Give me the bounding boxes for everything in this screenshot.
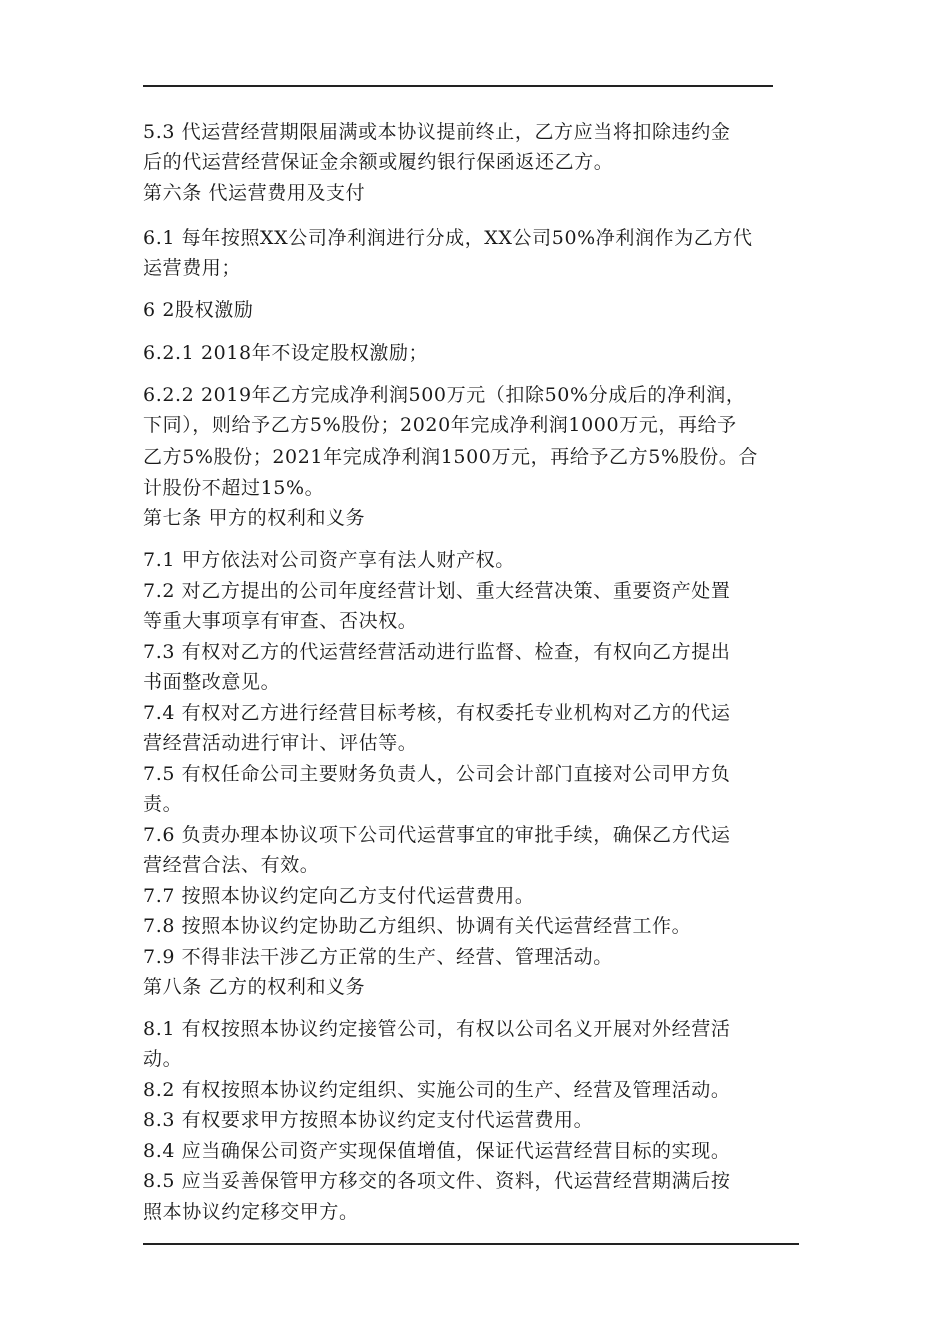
text-line-7-1: 7.1 甲方依法对公司资产享有法人财产权。 — [143, 549, 515, 571]
text-line-7-8: 7.8 按照本协议约定协助乙方组织、协调有关代运营经营工作。 — [143, 915, 692, 937]
text-line-6-2-2-d: 计股份不超过15%。 — [143, 477, 325, 499]
text-line-6-2-2-a: 6.2.2 2019年乙方完成净利润500万元（扣除50%分成后的净利润， — [143, 384, 746, 406]
text-line-7-3-a: 7.3 有权对乙方的代运营经营活动进行监督、检查，有权向乙方提出 — [143, 641, 731, 663]
header-rule — [143, 85, 773, 87]
text-line-8-3: 8.3 有权要求甲方按照本协议约定支付代运营费用。 — [143, 1109, 594, 1131]
text-line-8-4: 8.4 应当确保公司资产实现保值增值，保证代运营经营目标的实现。 — [143, 1140, 731, 1162]
text-line-7-2-b: 等重大事项享有审查、否决权。 — [143, 610, 418, 632]
text-line-6-1-b: 运营费用； — [143, 257, 242, 279]
text-line-6-2-2-c: 乙方5%股份；2021年完成净利润1500万元，再给予乙方5%股份。合 — [143, 446, 758, 468]
text-line-7-6-b: 营经营合法、有效。 — [143, 854, 320, 876]
text-line-6-2-2-b: 下同），则给予乙方5%股份；2020年完成净利润1000万元，再给予 — [143, 414, 737, 436]
text-line-6-2: 6 2股权激励 — [143, 299, 254, 321]
text-line-7-4-b: 营经营活动进行审计、评估等。 — [143, 732, 418, 754]
text-line-8-2: 8.2 有权按照本协议约定组织、实施公司的生产、经营及管理活动。 — [143, 1079, 731, 1101]
footer-rule — [143, 1243, 799, 1245]
text-line-7-4-a: 7.4 有权对乙方进行经营目标考核，有权委托专业机构对乙方的代运 — [143, 702, 731, 724]
text-line-7-5-b: 责。 — [143, 793, 183, 815]
section-heading-6: 第六条 代运营费用及支付 — [143, 182, 366, 204]
section-heading-7: 第七条 甲方的权利和义务 — [143, 507, 366, 529]
text-line-6-1-a: 6.1 每年按照XX公司净利润进行分成，XX公司50%净利润作为乙方代 — [143, 227, 753, 249]
text-line-8-5-a: 8.5 应当妥善保管甲方移交的各项文件、资料，代运营经营期满后按 — [143, 1170, 731, 1192]
text-line-8-5-b: 照本协议约定移交甲方。 — [143, 1201, 359, 1223]
text-line-5-3-a: 5.3 代运营经营期限届满或本协议提前终止，乙方应当将扣除违约金 — [143, 121, 731, 143]
text-line-7-9: 7.9 不得非法干涉乙方正常的生产、经营、管理活动。 — [143, 946, 613, 968]
text-line-7-7: 7.7 按照本协议约定向乙方支付代运营费用。 — [143, 885, 535, 907]
text-line-8-1-b: 动。 — [143, 1048, 183, 1070]
text-line-7-2-a: 7.2 对乙方提出的公司年度经营计划、重大经营决策、重要资产处置 — [143, 580, 731, 602]
text-line-8-1-a: 8.1 有权按照本协议约定接管公司，有权以公司名义开展对外经营活 — [143, 1018, 731, 1040]
section-heading-8: 第八条 乙方的权利和义务 — [143, 976, 366, 998]
text-line-5-3-b: 后的代运营经营保证金余额或履约银行保函返还乙方。 — [143, 151, 614, 173]
text-line-7-5-a: 7.5 有权任命公司主要财务负责人，公司会计部门直接对公司甲方负 — [143, 763, 731, 785]
text-line-7-3-b: 书面整改意见。 — [143, 671, 281, 693]
text-line-6-2-1: 6.2.1 2018年不设定股权激励； — [143, 342, 429, 364]
text-line-7-6-a: 7.6 负责办理本协议项下公司代运营事宜的审批手续，确保乙方代运 — [143, 824, 731, 846]
